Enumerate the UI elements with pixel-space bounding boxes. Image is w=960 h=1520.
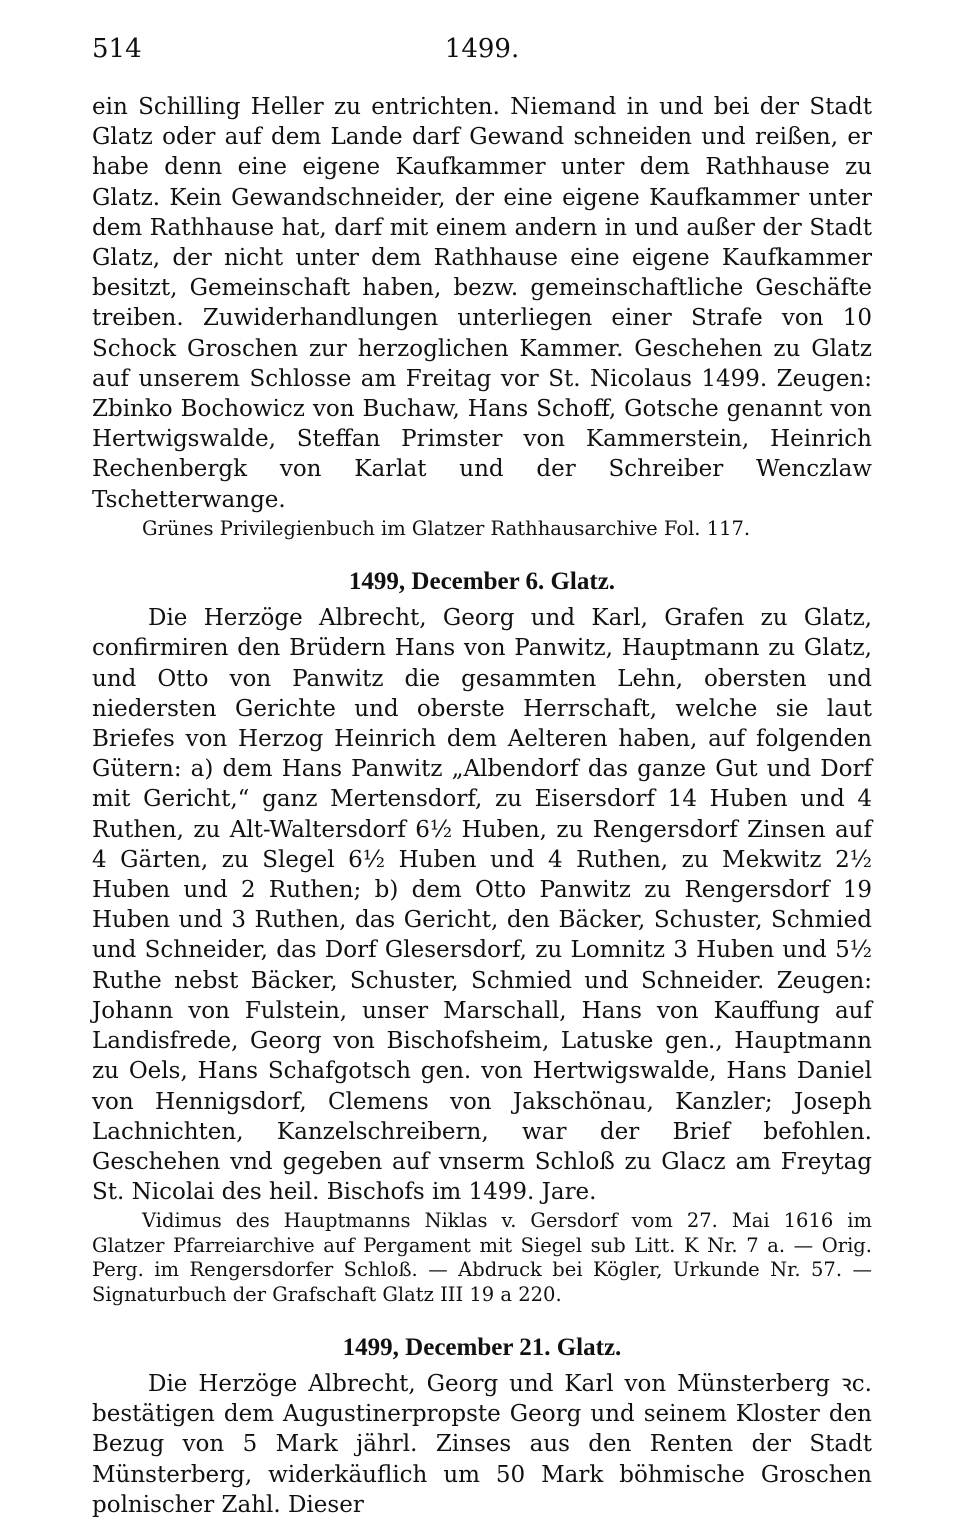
source-note: Grünes Privilegienbuch im Glatzer Rathhausarchive Fol. 117. [142,516,751,540]
entry-text: Die Herzöge Albrecht, Georg und Karl, Grafen zu Glatz, confirmiren den Brüdern Hans von Panwitz, Hauptmann zu Glatz, und Otto von Panwitz die gesammten Lehn, obersten und niedersten Gerichte und oberste Herrschaft, welche sie laut Briefes von Herzog Heinrich dem Aelteren haben, auf folgenden Gütern: a) dem Hans Panwitz „Albendorf das ganze Gut und Dorf mit Gericht,“ ganz Mertensdorf, zu Eisersdorf 14 Huben und 4 Ruthen, zu Alt-Waltersdorf 6½ Huben, zu Rengersdorf Zinsen auf 4 Gärten, zu Slegel 6½ Huben und 4 Ruthen, zu Mekwitz 2½ Huben und 2 Ruthen; b) dem Otto Panwitz zu Rengersdorf 19 Huben und 3 Ruthen, das Gericht, den Bäcker, Schuster, Schmied und Schneider, das Dorf Glesersdorf, zu Lomnitz 3 Huben und 5½ Ruthe nebst Bäcker, Schuster, Schmied und Schneider. Zeugen: Johann von Fulstein, unser Marschall, Hans von Kauffung auf Landisfrede, Georg von Bischofsheim, Latuske gen., Hauptmann zu Oels, Hans Schafgotsch gen. von Hertwigswalde, Hans Daniel von Hennigsdorf, Clemens von Jakschönau, Kanzler; Joseph Lachnichten, Kanzelschreibern, war der Brief befohlen. Geschehen vnd gegeben auf vnserm Schloß zu Glacz am Freytag St. Nicolai des heil. Bischofs im 1499. Jare. [92,605,872,1206]
page-body [92,92,872,1520]
entry-text: Die Herzöge Albrecht, Georg und Karl von Münsterberg ꝛc. bestätigen dem Augustinerpropste Georg und seinem Kloster den Bezug von 5 Mark jährl. Zinses aus den Renten der Stadt Münsterberg, widerkäuflich um 50 Mark böhmische Groschen polnischer Zahl. Dieser [92,1370,872,1518]
entry-heading: 1499, December 6. Glatz. [348,568,616,596]
entry-heading: 1499, December 21. Glatz. [342,1333,622,1361]
page-number: 514 [92,34,142,64]
running-year: 1499. [444,34,520,64]
source-note: Vidimus des Hauptmanns Niklas v. Gersdorf vom 27. Mai 1616 im Glatzer Pfarreiarchive auf Pergament mit Siegel sub Litt. K Nr. 7 a. — Orig. Perg. im Rengersdorfer Schloß. — Abdruck bei Kögler, Urkunde Nr. 57. — Signaturbuch der Grafschaft Glatz III 19 a 220. [92,1209,872,1306]
paragraph-continuation: ein Schilling Heller zu entrichten. Niemand in und bei der Stadt Glatz oder auf dem Lande darf Gewand schneiden und reißen, er habe denn eine eigene Kaufkammer unter dem Rathhause zu Glatz. Kein Gewandschneider, der eine eigene Kaufkammer unter dem Rathhause hat, darf mit einem andern in und außer der Stadt Glatz, der nicht unter dem Rathhause eine eigene Kaufkammer besitzt, Gemeinschaft haben, bezw. gemeinschaftliche Geschäfte treiben. Zuwiderhandlungen unterliegen einer Strafe von 10 Schock Groschen zur herzoglichen Kammer. Geschehen zu Glatz auf unserem Schlosse am Freitag vor St. Nicolaus 1499. Zeugen: Zbinko Bochowicz von Buchaw, Hans Schoff, Gotsche genannt von Hertwigswalde, Steffan Primster von Kammerstein, Heinrich Rechenbergk von Karlat und der Schreiber Wenczlaw Tschetterwange. [92,94,872,513]
running-header [92,34,872,74]
